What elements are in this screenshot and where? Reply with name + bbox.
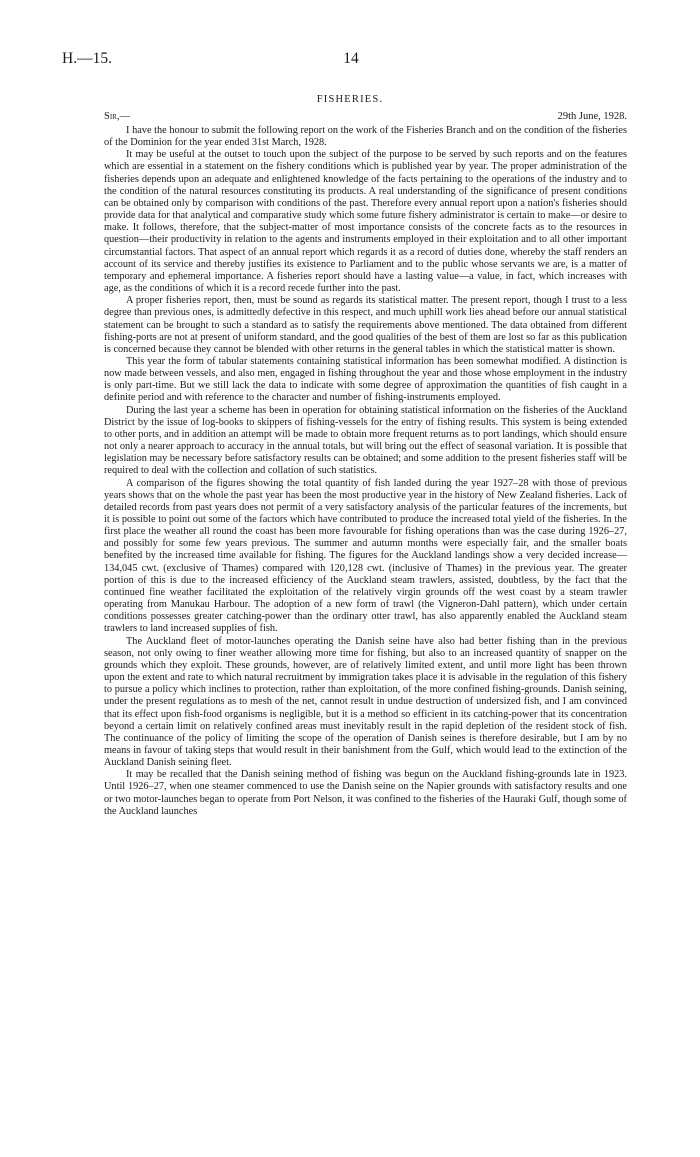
paragraph-intro: I have the honour to submit the following report on the work of the Fisheries Branch and on the condition of the fisheries of the Dominion for the year ended 31st March, 1928.: [104, 125, 627, 149]
paragraph-motor-launches: The Auckland fleet of motor-launches operating the Danish seine have also had better fishing than in the previous season, not only owing to finer weather allowing more time for fishing, but also to an increased quantity of snapper on the grounds which they exploit. These grounds, however, are of relatively limited extent, and until more light has been thrown upon the extent and rate to which natural recruitment by immigration takes place it is advisable in the regulation of this fishery to pursue a policy which inclines to protection, rather than exploitation, of the more confined fishing-grounds. Danish seining, under the present regulations as to mesh of the net, cannot result in undue destruction of undersized fish, and I am convinced that its effect upon fish-food organisms is negligible, but it is a method so efficient in its catching-power that its concentration beyond a certain limit on relatively confined areas must inevitably result in the rapid depletion of the resident stock of fish. The continuance of the policy of limiting the scope of the operation of Danish seines is therefore desirable, but I am by no means in favour of taking steps that would result in their banishment from the Gulf, which would lead to the extinction of the Auckland Danish seining fleet.: [104, 635, 627, 769]
page-number: 14: [343, 50, 359, 67]
paragraph-purpose: It may be useful at the outset to touch upon the subject of the purpose to be served by such reports and on the features which are essential in a statement on the fishery conditions which is published year by year. The proper administration of the fisheries depends upon an adequate and enlightened knowledge of the facts pertaining to the operations of the industry and to the condition of the natural resources constituting its products. A real understanding of the significance of present conditions can be obtained only by comparison with conditions of the past. Therefore every annual report upon a nation's fisheries should provide data for that analytical and comparative study which some future fishery administrator is certain to make—or desire to make. It follows, therefore, that the subject-matter of most importance consists of the concrete facts as to the resources in question—their productivity in relation to the agents and instruments employed in their exploitation and to all other important circumstantial factors. That aspect of an annual report which regards it as a record of duties done, whereby the staff renders an account of its service and thereby justifies its existence to Parliament and to the public whose servants we are, is a matter of temporary and ephemeral importance. A fisheries report should have a lasting value—a value, in fact, which increases with age, as the conditions of which it is a record recede further into the past.: [104, 149, 627, 295]
salutation: Sir,—: [104, 111, 130, 122]
paragraph-statistics: A proper fisheries report, then, must be sound as regards its statistical matter. The present report, though I trust to a less degree than previous ones, is admittedly defective in this respect, and much uphill work lies ahead before our annual statistical statement can be brought to such a standard as to satisfy the requirements above mentioned. The data obtained from different fishing-ports are not at present of uniform standard, and the good qualities of the best of them are lost so far as this publication is concerned because they cannot be blended with other returns in the general tables in which the statistical matter is shown.: [104, 295, 627, 355]
page-header: [62, 50, 640, 70]
section-title: FISHERIES.: [316, 94, 384, 105]
paragraph-comparison: A comparison of the figures showing the total quantity of fish landed during the year 1927–28 with those of previous years shows that on the whole the past year has been the most productive year in the history of New Zealand fisheries. Lack of detailed records from past years does not permit of a very satisfactory analysis of the particular features of the increments, but it is possible to point out some of the factors which have contributed to produce the increased total yield of the fisheries. In the first place the weather all round the coast has been more favourable for fishing operations than was the case during 1926–27, and possibly for some few years previous. The summer and autumn months were especially fair, and the smaller boats benefited by the increased time available for fishing. The figures for the Auckland landings show a very decided increase—134,045 cwt. (exclusive of Thames) compared with 120,128 cwt. (inclusive of Thames) in the previous year. The greater portion of this is due to the increased efficiency of the Auckland steam trawlers, assisted, doubtless, by the fact that the continued fine weather facilitated the exploitation of the relatively virgin grounds off the west coast by a steam trawler operating from Manukau Harbour. The adoption of a new form of trawl (the Vigneron-Dahl pattern), which under certain conditions possesses greater catching-power than the ordinary otter trawl, has also apparently enabled the Auckland steam trawlers to land increased supplies of fish.: [104, 477, 627, 635]
paragraph-tabular-form: This year the form of tabular statements containing statistical information has been somewhat modified. A distinction is now made between vessels, and also men, engaged in fishing throughout the year and those whose employment in the industry is only part-time. But we still lack the data to indicate with some degree of approximation the quantities of fish caught in a definite period and with reference to the character and number of fishing-instruments employed.: [104, 355, 627, 404]
paragraph-log-books: During the last year a scheme has been in operation for obtaining statistical information on the fisheries of the Auckland District by the issue of log-books to skippers of fishing-vessels for the entry of fishing results. This system is being extended to other ports, and in addition an attempt will be made to obtain more frequent returns as to port landings, which should ensure not only a nearer approach to accuracy in the annual totals, but will bring out the effect of seasonal variation. It is possible that legislation may be necessary before satisfactory results can be obtained; and some addition to the present fisheries staff will be required to deal with the collection and collation of such statistics.: [104, 404, 627, 477]
paragraph-danish-seining: It may be recalled that the Danish seining method of fishing was begun on the Auckland fishing-grounds late in 1923. Until 1926–27, when one steamer commenced to use the Danish seine on the Napier grounds with satisfactory results and one or two motor-launches began to operate from Port Nelson, it was confined to the fisheries of the Hauraki Gulf, though some of the Auckland launches: [104, 769, 627, 817]
report-body: [104, 125, 627, 818]
document-reference: H.—15.: [62, 50, 112, 67]
letter-date: 29th June, 1928.: [557, 111, 627, 122]
